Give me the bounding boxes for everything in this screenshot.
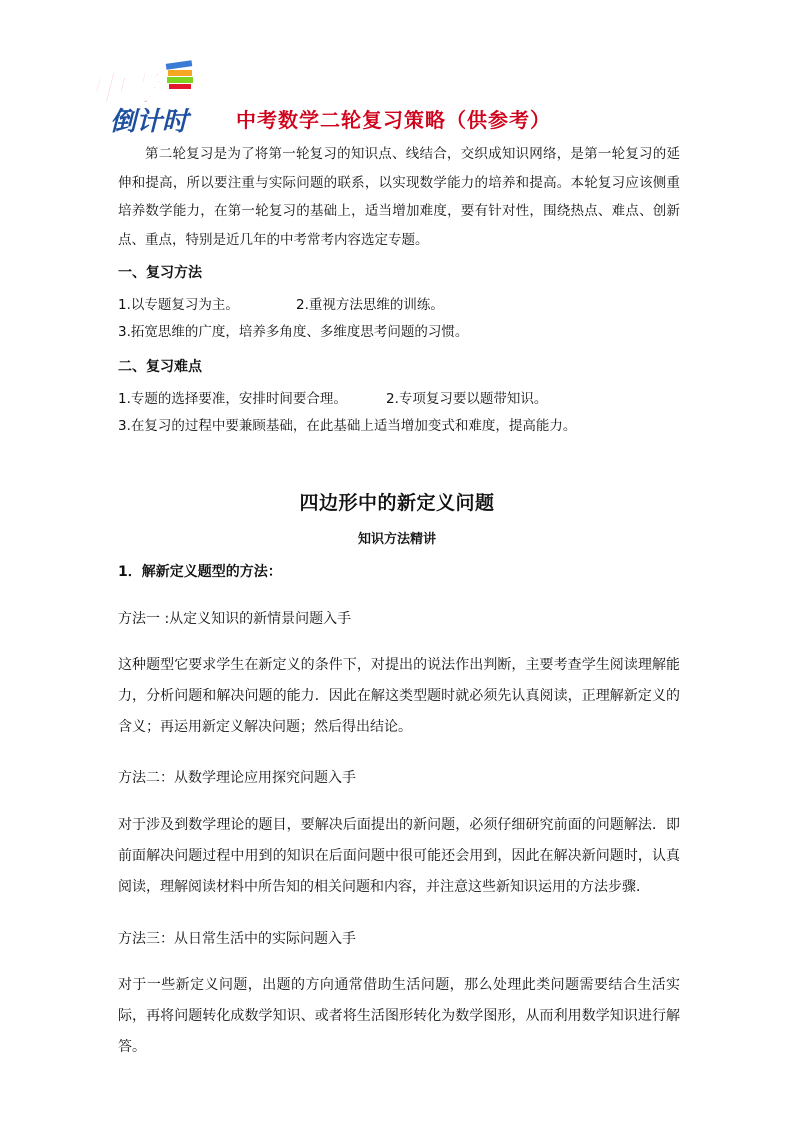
section1-heading: 一、复习方法 <box>118 265 202 281</box>
logo-graphic <box>88 58 212 134</box>
method1-title: 方法一 :从定义知识的新情景问题入手 <box>118 611 352 627</box>
section2-item3: 3.在复习的过程中要兼顾基础，在此基础上适当增加变式和难度，提高能力。 <box>118 418 577 434</box>
section1-item1: 1.以专题复习为主。 <box>118 297 239 313</box>
section2-heading: 二、复习难点 <box>118 359 202 375</box>
intro-paragraph: 第二轮复习是为了将第一轮复习的知识点、线结合，交织成知识网络，是第一轮复习的延伸和提高，所以要注重与实际问题的联系，以实现数学能力的培养和提高。本轮复习应该侧重培养数学能力，在第一轮复习的基础上，适当增加难度，要有针对性，围绕热点、难点、创新点、重点，特别是近几年的中考常考内容选定专题。 <box>118 146 680 248</box>
sub-title: 知识方法精讲 <box>357 532 436 547</box>
method3-text: 对于一些新定义问题，出题的方向通常借助生活问题，那么处理此类问题需要结合生活实际，再将问题转化成数学知识、或者将生活图形转化为数学图形，从而利用数学知识进行解答。 <box>118 977 680 1055</box>
method-heading: 1．解新定义题型的方法： <box>118 564 282 580</box>
section1-item3: 3.拓宽思维的广度，培养多角度、多维度思考问题的习惯。 <box>118 324 469 340</box>
books-icon <box>166 60 193 89</box>
logo-text-bottom: 倒计时 <box>110 107 189 134</box>
method2-title: 方法二：从数学理论应用探究问题入手 <box>118 770 356 786</box>
method1-text: 这种题型它要求学生在新定义的条件下，对提出的说法作出判断，主要考查学生阅读理解能力，分析问题和解决问题的能力．因此在解这类型题时就必须先认真阅读，正理解新定义的含义；再运用新定义解决问题；然后得出结论。 <box>118 657 680 735</box>
logo-text-top: 中考 <box>90 69 158 109</box>
section2-item1: 1.专题的选择要准，安排时间要合理。 <box>118 391 347 407</box>
section2-item2: 2.专项复习要以题带知识。 <box>386 391 548 407</box>
section2-row1 <box>118 387 680 407</box>
method2-text: 对于涉及到数学理论的题目，要解决后面提出的新问题，必须仔细研究前面的问题解法．即前面解决问题过程中用到的知识在后面问题中很可能还会用到，因此在解决新问题时，认真阅读，理解阅读材料中所告知的相关问题和内容，并注意这些新知识运用的方法步骤． <box>118 817 680 895</box>
section1-row1 <box>118 293 680 313</box>
method3-title: 方法三：从日常生活中的实际问题入手 <box>118 931 356 947</box>
zhongkao-countdown-logo <box>88 58 212 134</box>
document-title: 中考数学二轮复习策略（供参考） <box>236 108 551 132</box>
main-title: 四边形中的新定义问题 <box>299 492 495 514</box>
section1-item2: 2.重视方法思维的训练。 <box>296 297 444 313</box>
